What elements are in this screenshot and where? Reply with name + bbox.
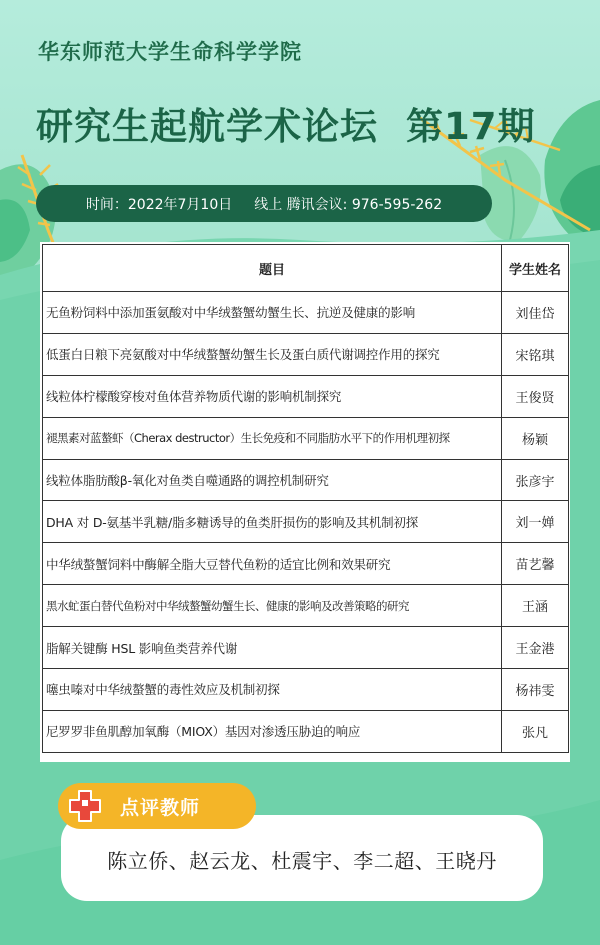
student-name-cell: 张彦宇 [502, 459, 569, 501]
time-label: 时间： [85, 196, 128, 213]
student-name-cell: 杨颖 [502, 417, 569, 459]
header-student-name: 学生姓名 [502, 245, 569, 292]
topic-cell: 线粒体脂肪酸β-氧化对鱼类自噬通路的调控机制研究 [43, 459, 502, 501]
issue-number: 第17期 [406, 105, 536, 148]
student-name-cell: 王俊贤 [502, 375, 569, 417]
student-name-cell: 王金港 [502, 627, 569, 669]
topic-cell: 低蛋白日粮下亮氨酸对中华绒螯蟹幼蟹生长及蛋白质代谢调控作用的探究 [43, 333, 502, 375]
table-header-row [43, 245, 569, 292]
table-row [43, 710, 569, 752]
table-row [43, 459, 569, 501]
table-row [43, 669, 569, 711]
student-name-cell: 刘佳岱 [502, 292, 569, 334]
reviewers-label: 点评教师 [120, 797, 201, 819]
forum-title: 研究生起航学术论坛 [36, 105, 378, 148]
meeting-info: 线上 腾讯会议: 976-595-262 [254, 196, 443, 213]
topic-cell: 褪黑素对蓝螯虾（Cherax destructor）生长免疫和不同脂肪水平下的作用机理初探 [43, 417, 502, 459]
school-name: 华东师范大学生命科学学院 [38, 40, 302, 64]
table-row [43, 585, 569, 627]
student-name-cell: 宋铭琪 [502, 333, 569, 375]
medical-cross-icon [68, 789, 102, 823]
topic-cell: 脂解关键酶 HSL 影响鱼类营养代谢 [43, 627, 502, 669]
event-info-bar [36, 185, 492, 222]
topic-cell: 线粒体柠檬酸穿梭对鱼体营养物质代谢的影响机制探究 [43, 375, 502, 417]
event-date: 2022年7月10日 [127, 196, 233, 213]
student-name-cell: 张凡 [502, 710, 569, 752]
topic-cell: 噻虫嗪对中华绒螯蟹的毒性效应及机制初探 [43, 669, 502, 711]
table-row [43, 543, 569, 585]
table-row [43, 501, 569, 543]
student-name-cell: 王涵 [502, 585, 569, 627]
table-row [43, 627, 569, 669]
table-row [43, 333, 569, 375]
topic-cell: 中华绒螯蟹饲料中酶解全脂大豆替代鱼粉的适宜比例和效果研究 [43, 543, 502, 585]
table-row [43, 292, 569, 334]
topic-cell: 无鱼粉饲料中添加蛋氨酸对中华绒螯蟹幼蟹生长、抗逆及健康的影响 [43, 292, 502, 334]
student-name-cell: 苗艺馨 [502, 543, 569, 585]
student-name-cell: 刘一婵 [502, 501, 569, 543]
student-name-cell: 杨祎雯 [502, 669, 569, 711]
topic-cell: 黑水虻蛋白替代鱼粉对中华绒螯蟹幼蟹生长、健康的影响及改善策略的研究 [43, 585, 502, 627]
table-row [43, 375, 569, 417]
table-row [43, 417, 569, 459]
header-topic: 题目 [43, 245, 502, 292]
reviewers-label-tag [58, 783, 256, 829]
reviewer-names: 陈立侨、赵云龙、杜震宇、李二超、王晓丹 [107, 849, 497, 873]
topic-cell: DHA 对 D-氨基半乳糖/脂多糖诱导的鱼类肝损伤的影响及其机制初探 [43, 501, 502, 543]
topic-cell: 尼罗罗非鱼肌醇加氧酶（MIOX）基因对渗透压胁迫的响应 [43, 710, 502, 752]
page-title [36, 96, 536, 150]
schedule-table-container [40, 242, 570, 762]
schedule-table [42, 244, 569, 753]
